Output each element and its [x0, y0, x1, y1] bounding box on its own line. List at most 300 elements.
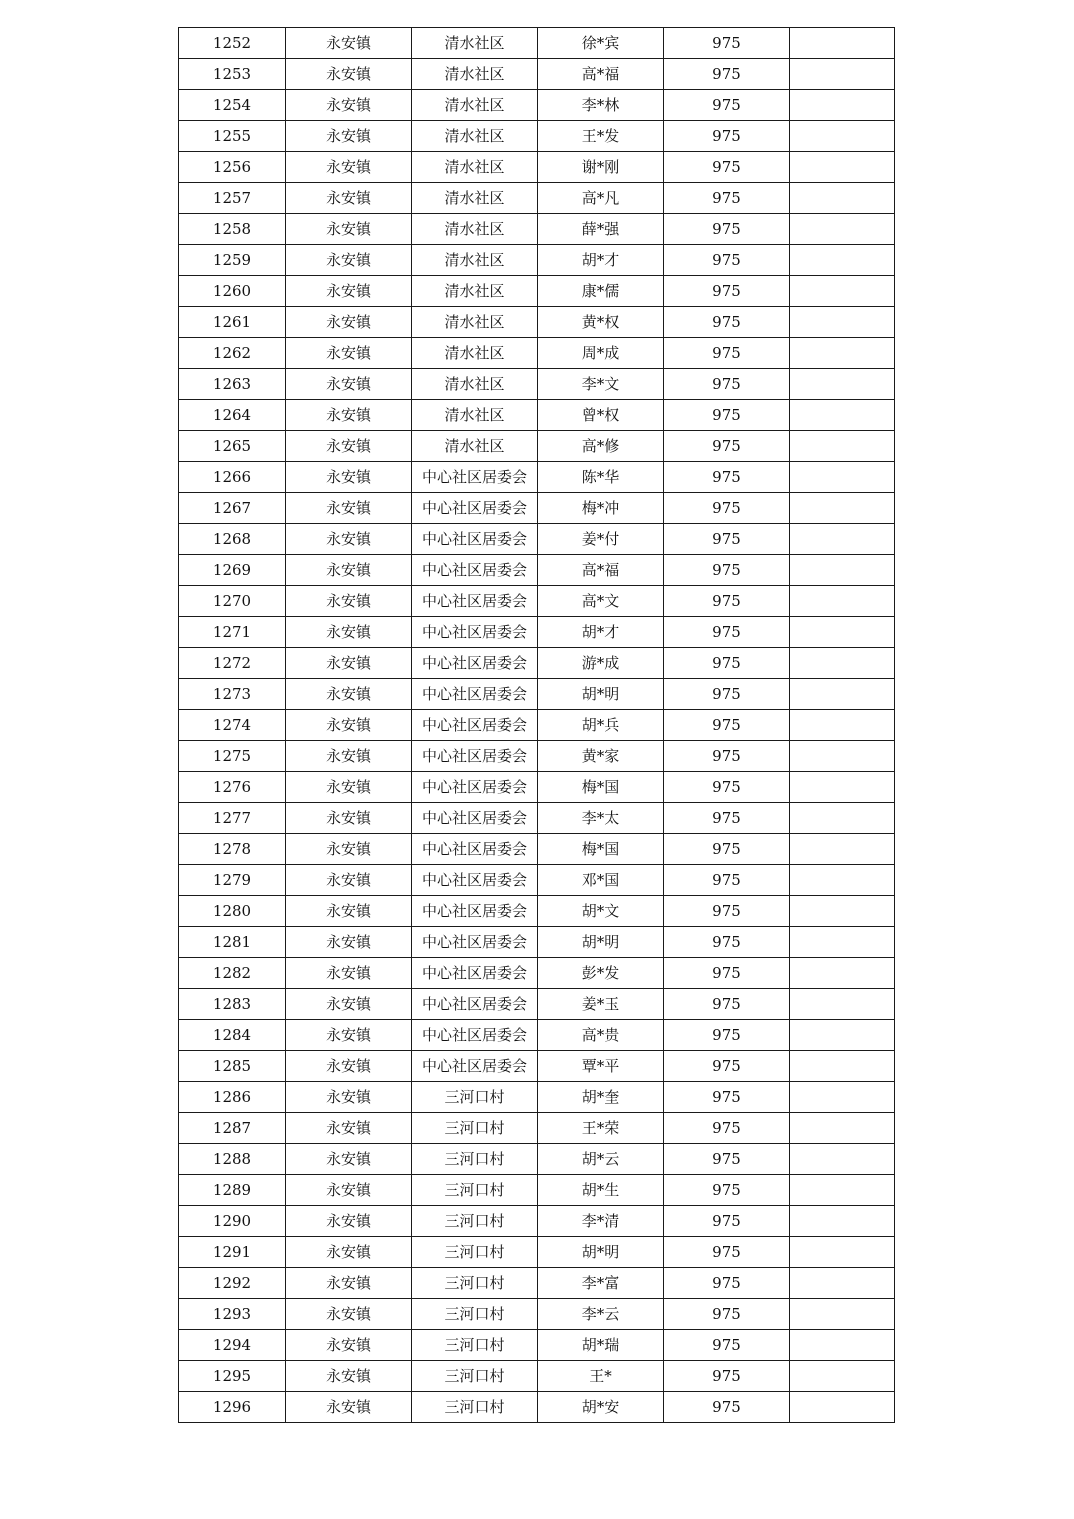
note-cell [790, 338, 895, 369]
amount-cell: 975 [664, 400, 790, 431]
community-cell: 三河口村 [412, 1144, 538, 1175]
name-cell: 姜*付 [538, 524, 664, 555]
name-cell: 陈*华 [538, 462, 664, 493]
serial-number-cell: 1264 [179, 400, 286, 431]
serial-number-cell: 1252 [179, 28, 286, 59]
town-cell: 永安镇 [286, 245, 412, 276]
town-cell: 永安镇 [286, 1237, 412, 1268]
name-cell: 胡*文 [538, 896, 664, 927]
serial-number-cell: 1271 [179, 617, 286, 648]
name-cell: 胡*生 [538, 1175, 664, 1206]
amount-cell: 975 [664, 555, 790, 586]
amount-cell: 975 [664, 1082, 790, 1113]
serial-number-cell: 1283 [179, 989, 286, 1020]
amount-cell: 975 [664, 28, 790, 59]
note-cell [790, 369, 895, 400]
note-cell [790, 524, 895, 555]
town-cell: 永安镇 [286, 741, 412, 772]
note-cell [790, 28, 895, 59]
name-cell: 姜*玉 [538, 989, 664, 1020]
note-cell [790, 989, 895, 1020]
town-cell: 永安镇 [286, 1051, 412, 1082]
community-cell: 清水社区 [412, 152, 538, 183]
table-row [179, 1268, 895, 1299]
table-row [179, 648, 895, 679]
community-cell: 清水社区 [412, 369, 538, 400]
name-cell: 胡*明 [538, 1237, 664, 1268]
serial-number-cell: 1278 [179, 834, 286, 865]
town-cell: 永安镇 [286, 369, 412, 400]
town-cell: 永安镇 [286, 927, 412, 958]
community-cell: 清水社区 [412, 90, 538, 121]
amount-cell: 975 [664, 524, 790, 555]
serial-number-cell: 1267 [179, 493, 286, 524]
serial-number-cell: 1290 [179, 1206, 286, 1237]
amount-cell: 975 [664, 214, 790, 245]
note-cell [790, 121, 895, 152]
community-cell: 中心社区居委会 [412, 927, 538, 958]
note-cell [790, 1206, 895, 1237]
table-row [179, 307, 895, 338]
note-cell [790, 462, 895, 493]
name-cell: 邓*国 [538, 865, 664, 896]
name-cell: 梅*国 [538, 834, 664, 865]
serial-number-cell: 1265 [179, 431, 286, 462]
community-cell: 三河口村 [412, 1299, 538, 1330]
name-cell: 梅*冲 [538, 493, 664, 524]
note-cell [790, 1361, 895, 1392]
town-cell: 永安镇 [286, 1082, 412, 1113]
community-cell: 中心社区居委会 [412, 865, 538, 896]
note-cell [790, 555, 895, 586]
name-cell: 胡*奎 [538, 1082, 664, 1113]
amount-cell: 975 [664, 834, 790, 865]
name-cell: 高*福 [538, 555, 664, 586]
name-cell: 胡*明 [538, 679, 664, 710]
note-cell [790, 803, 895, 834]
note-cell [790, 1392, 895, 1423]
serial-number-cell: 1277 [179, 803, 286, 834]
note-cell [790, 245, 895, 276]
community-cell: 中心社区居委会 [412, 679, 538, 710]
table-row [179, 927, 895, 958]
name-cell: 李*太 [538, 803, 664, 834]
table-row [179, 400, 895, 431]
community-cell: 清水社区 [412, 59, 538, 90]
table-row [179, 1113, 895, 1144]
town-cell: 永安镇 [286, 865, 412, 896]
name-cell: 高*修 [538, 431, 664, 462]
amount-cell: 975 [664, 276, 790, 307]
town-cell: 永安镇 [286, 1392, 412, 1423]
amount-cell: 975 [664, 1330, 790, 1361]
amount-cell: 975 [664, 1392, 790, 1423]
serial-number-cell: 1285 [179, 1051, 286, 1082]
amount-cell: 975 [664, 865, 790, 896]
town-cell: 永安镇 [286, 152, 412, 183]
serial-number-cell: 1255 [179, 121, 286, 152]
serial-number-cell: 1269 [179, 555, 286, 586]
amount-cell: 975 [664, 1020, 790, 1051]
serial-number-cell: 1282 [179, 958, 286, 989]
amount-cell: 975 [664, 1175, 790, 1206]
community-cell: 中心社区居委会 [412, 1020, 538, 1051]
table-row [179, 1299, 895, 1330]
town-cell: 永安镇 [286, 1175, 412, 1206]
amount-cell: 975 [664, 245, 790, 276]
note-cell [790, 927, 895, 958]
town-cell: 永安镇 [286, 1299, 412, 1330]
note-cell [790, 896, 895, 927]
town-cell: 永安镇 [286, 28, 412, 59]
amount-cell: 975 [664, 586, 790, 617]
note-cell [790, 648, 895, 679]
name-cell: 胡*云 [538, 1144, 664, 1175]
town-cell: 永安镇 [286, 896, 412, 927]
table-row [179, 59, 895, 90]
community-cell: 三河口村 [412, 1361, 538, 1392]
table-row [179, 338, 895, 369]
amount-cell: 975 [664, 710, 790, 741]
serial-number-cell: 1260 [179, 276, 286, 307]
community-cell: 中心社区居委会 [412, 586, 538, 617]
community-cell: 中心社区居委会 [412, 617, 538, 648]
table-row [179, 1392, 895, 1423]
town-cell: 永安镇 [286, 648, 412, 679]
note-cell [790, 1175, 895, 1206]
town-cell: 永安镇 [286, 1113, 412, 1144]
town-cell: 永安镇 [286, 1361, 412, 1392]
serial-number-cell: 1254 [179, 90, 286, 121]
town-cell: 永安镇 [286, 524, 412, 555]
community-cell: 清水社区 [412, 28, 538, 59]
amount-cell: 975 [664, 1361, 790, 1392]
name-cell: 李*云 [538, 1299, 664, 1330]
note-cell [790, 1113, 895, 1144]
table-row [179, 493, 895, 524]
town-cell: 永安镇 [286, 214, 412, 245]
community-cell: 三河口村 [412, 1268, 538, 1299]
note-cell [790, 1268, 895, 1299]
town-cell: 永安镇 [286, 276, 412, 307]
community-cell: 清水社区 [412, 400, 538, 431]
note-cell [790, 772, 895, 803]
serial-number-cell: 1258 [179, 214, 286, 245]
name-cell: 薛*强 [538, 214, 664, 245]
community-cell: 中心社区居委会 [412, 648, 538, 679]
community-cell: 三河口村 [412, 1082, 538, 1113]
amount-cell: 975 [664, 896, 790, 927]
name-cell: 胡*才 [538, 617, 664, 648]
serial-number-cell: 1261 [179, 307, 286, 338]
name-cell: 游*成 [538, 648, 664, 679]
community-cell: 清水社区 [412, 276, 538, 307]
table-row [179, 276, 895, 307]
community-cell: 三河口村 [412, 1392, 538, 1423]
amount-cell: 975 [664, 927, 790, 958]
serial-number-cell: 1280 [179, 896, 286, 927]
note-cell [790, 710, 895, 741]
table-row [179, 958, 895, 989]
community-cell: 清水社区 [412, 245, 538, 276]
name-cell: 彭*发 [538, 958, 664, 989]
table-row [179, 152, 895, 183]
table-row [179, 989, 895, 1020]
community-cell: 清水社区 [412, 183, 538, 214]
community-cell: 中心社区居委会 [412, 493, 538, 524]
amount-cell: 975 [664, 617, 790, 648]
community-cell: 中心社区居委会 [412, 772, 538, 803]
town-cell: 永安镇 [286, 1144, 412, 1175]
town-cell: 永安镇 [286, 90, 412, 121]
name-cell: 高*文 [538, 586, 664, 617]
serial-number-cell: 1288 [179, 1144, 286, 1175]
serial-number-cell: 1274 [179, 710, 286, 741]
name-cell: 周*成 [538, 338, 664, 369]
name-cell: 黄*家 [538, 741, 664, 772]
table-row [179, 214, 895, 245]
amount-cell: 975 [664, 369, 790, 400]
table-row [179, 1051, 895, 1082]
serial-number-cell: 1253 [179, 59, 286, 90]
table-row [179, 1082, 895, 1113]
town-cell: 永安镇 [286, 555, 412, 586]
table-row [179, 1144, 895, 1175]
serial-number-cell: 1259 [179, 245, 286, 276]
serial-number-cell: 1291 [179, 1237, 286, 1268]
name-cell: 谢*刚 [538, 152, 664, 183]
town-cell: 永安镇 [286, 617, 412, 648]
amount-cell: 975 [664, 307, 790, 338]
name-cell: 王*发 [538, 121, 664, 152]
table-row [179, 431, 895, 462]
note-cell [790, 1144, 895, 1175]
name-cell: 覃*平 [538, 1051, 664, 1082]
serial-number-cell: 1296 [179, 1392, 286, 1423]
serial-number-cell: 1281 [179, 927, 286, 958]
note-cell [790, 1330, 895, 1361]
name-cell: 胡*安 [538, 1392, 664, 1423]
table-row [179, 28, 895, 59]
table-row [179, 183, 895, 214]
amount-cell: 975 [664, 958, 790, 989]
table-body [179, 28, 895, 1423]
note-cell [790, 59, 895, 90]
town-cell: 永安镇 [286, 1020, 412, 1051]
serial-number-cell: 1266 [179, 462, 286, 493]
amount-cell: 975 [664, 59, 790, 90]
table-row [179, 772, 895, 803]
name-cell: 高*贵 [538, 1020, 664, 1051]
town-cell: 永安镇 [286, 431, 412, 462]
name-cell: 康*儒 [538, 276, 664, 307]
amount-cell: 975 [664, 1144, 790, 1175]
town-cell: 永安镇 [286, 586, 412, 617]
amount-cell: 975 [664, 679, 790, 710]
serial-number-cell: 1289 [179, 1175, 286, 1206]
name-cell: 胡*兵 [538, 710, 664, 741]
note-cell [790, 152, 895, 183]
amount-cell: 975 [664, 1299, 790, 1330]
community-cell: 清水社区 [412, 338, 538, 369]
name-cell: 王*荣 [538, 1113, 664, 1144]
note-cell [790, 307, 895, 338]
table-row [179, 524, 895, 555]
town-cell: 永安镇 [286, 1330, 412, 1361]
note-cell [790, 865, 895, 896]
amount-cell: 975 [664, 183, 790, 214]
community-cell: 中心社区居委会 [412, 834, 538, 865]
table-row [179, 865, 895, 896]
community-cell: 清水社区 [412, 307, 538, 338]
name-cell: 黄*权 [538, 307, 664, 338]
name-cell: 高*凡 [538, 183, 664, 214]
community-cell: 中心社区居委会 [412, 803, 538, 834]
serial-number-cell: 1292 [179, 1268, 286, 1299]
community-cell: 三河口村 [412, 1113, 538, 1144]
note-cell [790, 1299, 895, 1330]
amount-cell: 975 [664, 462, 790, 493]
table-row [179, 1361, 895, 1392]
serial-number-cell: 1263 [179, 369, 286, 400]
community-cell: 中心社区居委会 [412, 989, 538, 1020]
town-cell: 永安镇 [286, 493, 412, 524]
amount-cell: 975 [664, 1113, 790, 1144]
table-row [179, 90, 895, 121]
community-cell: 清水社区 [412, 431, 538, 462]
amount-cell: 975 [664, 803, 790, 834]
serial-number-cell: 1276 [179, 772, 286, 803]
town-cell: 永安镇 [286, 710, 412, 741]
name-cell: 胡*明 [538, 927, 664, 958]
town-cell: 永安镇 [286, 59, 412, 90]
amount-cell: 975 [664, 493, 790, 524]
table-row [179, 555, 895, 586]
table-row [179, 710, 895, 741]
community-cell: 中心社区居委会 [412, 524, 538, 555]
table-row [179, 1020, 895, 1051]
town-cell: 永安镇 [286, 834, 412, 865]
note-cell [790, 276, 895, 307]
amount-cell: 975 [664, 1206, 790, 1237]
community-cell: 中心社区居委会 [412, 710, 538, 741]
community-cell: 中心社区居委会 [412, 741, 538, 772]
town-cell: 永安镇 [286, 338, 412, 369]
town-cell: 永安镇 [286, 1268, 412, 1299]
table-row [179, 245, 895, 276]
serial-number-cell: 1295 [179, 1361, 286, 1392]
name-cell: 李*林 [538, 90, 664, 121]
note-cell [790, 1082, 895, 1113]
name-cell: 曾*权 [538, 400, 664, 431]
table-row [179, 834, 895, 865]
table-row [179, 679, 895, 710]
amount-cell: 975 [664, 772, 790, 803]
community-cell: 三河口村 [412, 1206, 538, 1237]
note-cell [790, 1020, 895, 1051]
serial-number-cell: 1273 [179, 679, 286, 710]
table-row [179, 1237, 895, 1268]
amount-cell: 975 [664, 431, 790, 462]
subsidy-list-table [178, 27, 895, 1423]
community-cell: 中心社区居委会 [412, 462, 538, 493]
amount-cell: 975 [664, 741, 790, 772]
amount-cell: 975 [664, 152, 790, 183]
amount-cell: 975 [664, 1268, 790, 1299]
note-cell [790, 679, 895, 710]
town-cell: 永安镇 [286, 400, 412, 431]
note-cell [790, 586, 895, 617]
serial-number-cell: 1262 [179, 338, 286, 369]
community-cell: 中心社区居委会 [412, 896, 538, 927]
serial-number-cell: 1256 [179, 152, 286, 183]
serial-number-cell: 1287 [179, 1113, 286, 1144]
town-cell: 永安镇 [286, 772, 412, 803]
note-cell [790, 1051, 895, 1082]
name-cell: 李*富 [538, 1268, 664, 1299]
table-row [179, 1175, 895, 1206]
serial-number-cell: 1257 [179, 183, 286, 214]
serial-number-cell: 1294 [179, 1330, 286, 1361]
note-cell [790, 1237, 895, 1268]
table-row [179, 1206, 895, 1237]
name-cell: 王* [538, 1361, 664, 1392]
serial-number-cell: 1275 [179, 741, 286, 772]
note-cell [790, 183, 895, 214]
note-cell [790, 958, 895, 989]
note-cell [790, 400, 895, 431]
amount-cell: 975 [664, 338, 790, 369]
serial-number-cell: 1279 [179, 865, 286, 896]
amount-cell: 975 [664, 648, 790, 679]
table-row [179, 369, 895, 400]
table-row [179, 617, 895, 648]
community-cell: 三河口村 [412, 1175, 538, 1206]
town-cell: 永安镇 [286, 989, 412, 1020]
town-cell: 永安镇 [286, 462, 412, 493]
serial-number-cell: 1270 [179, 586, 286, 617]
note-cell [790, 493, 895, 524]
note-cell [790, 90, 895, 121]
table-row [179, 586, 895, 617]
community-cell: 中心社区居委会 [412, 958, 538, 989]
table-row [179, 741, 895, 772]
name-cell: 徐*宾 [538, 28, 664, 59]
town-cell: 永安镇 [286, 679, 412, 710]
town-cell: 永安镇 [286, 958, 412, 989]
community-cell: 三河口村 [412, 1237, 538, 1268]
name-cell: 高*福 [538, 59, 664, 90]
serial-number-cell: 1293 [179, 1299, 286, 1330]
note-cell [790, 431, 895, 462]
table-row [179, 896, 895, 927]
name-cell: 胡*才 [538, 245, 664, 276]
town-cell: 永安镇 [286, 183, 412, 214]
community-cell: 中心社区居委会 [412, 1051, 538, 1082]
name-cell: 李*文 [538, 369, 664, 400]
amount-cell: 975 [664, 1237, 790, 1268]
amount-cell: 975 [664, 989, 790, 1020]
town-cell: 永安镇 [286, 1206, 412, 1237]
town-cell: 永安镇 [286, 121, 412, 152]
serial-number-cell: 1272 [179, 648, 286, 679]
town-cell: 永安镇 [286, 803, 412, 834]
serial-number-cell: 1284 [179, 1020, 286, 1051]
amount-cell: 975 [664, 90, 790, 121]
amount-cell: 975 [664, 121, 790, 152]
community-cell: 清水社区 [412, 214, 538, 245]
amount-cell: 975 [664, 1051, 790, 1082]
